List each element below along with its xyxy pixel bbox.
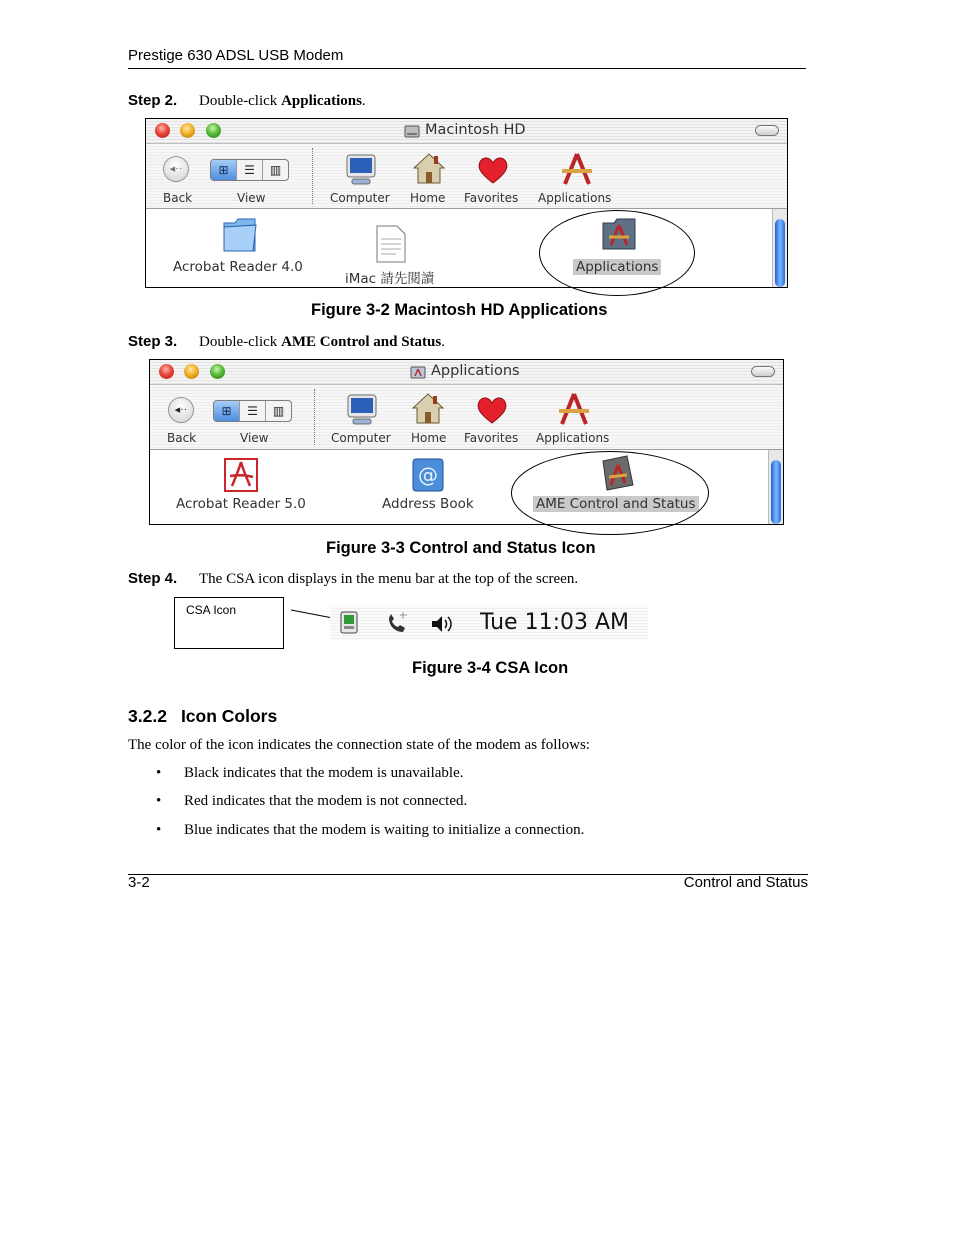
window-titlebar: [150, 360, 783, 385]
view-label: View: [240, 431, 269, 445]
page-header: Prestige 630 ADSL USB Modem: [128, 47, 344, 64]
computer-icon[interactable]: [345, 393, 379, 427]
applications-folder-small-icon: [410, 364, 426, 380]
step-3-text: Double-click: [199, 334, 282, 350]
finder-toolbar: [146, 144, 787, 209]
menu-bar: [330, 606, 648, 640]
applications-icon[interactable]: [559, 151, 595, 187]
item-applications[interactable]: Applications: [573, 259, 661, 275]
step-2-target: Applications: [281, 93, 362, 109]
favorites-label[interactable]: Favorites: [464, 191, 519, 205]
vertical-scrollbar[interactable]: [768, 450, 783, 524]
highlight-circle: [539, 210, 695, 296]
step-3-suffix: .: [441, 334, 445, 350]
folder-icon[interactable]: [221, 215, 259, 255]
list-item: • Blue indicates that the modem is waiting to initialize a connection.: [156, 822, 585, 838]
window-titlebar: [146, 119, 787, 144]
header-rule: [128, 68, 806, 69]
step-2: [128, 92, 366, 110]
minimize-button[interactable]: [184, 364, 199, 379]
applications-label[interactable]: Applications: [538, 191, 612, 205]
computer-label[interactable]: Computer: [330, 191, 390, 205]
toolbar-separator: [312, 148, 313, 204]
minimize-button[interactable]: [180, 123, 195, 138]
step-2-label: Step 2.: [128, 92, 178, 109]
favorites-heart-icon[interactable]: [475, 394, 509, 426]
column-view-icon[interactable]: ▥: [265, 401, 291, 421]
bullet-black: Black indicates that the modem is unavailable.: [184, 765, 464, 781]
toolbar-toggle-button[interactable]: [751, 366, 775, 377]
home-label[interactable]: Home: [410, 191, 446, 205]
acrobat-icon[interactable]: [222, 456, 260, 494]
section-title: Icon Colors: [180, 706, 278, 726]
computer-icon[interactable]: [344, 153, 378, 187]
phone-icon[interactable]: [385, 612, 411, 636]
toolbar-toggle-button[interactable]: [755, 125, 779, 136]
volume-icon[interactable]: [430, 614, 454, 634]
figure-3-caption: Figure 3-3 Control and Status Icon: [326, 539, 596, 557]
scrollbar-thumb[interactable]: [771, 460, 781, 524]
favorites-label[interactable]: Favorites: [464, 431, 519, 445]
csa-callout-box: [174, 597, 284, 649]
figure-4-caption: Figure 3-4 CSA Icon: [412, 659, 569, 677]
step-3-label: Step 3.: [128, 333, 178, 350]
icon-view-icon[interactable]: ⊞: [211, 160, 236, 180]
csa-modem-icon[interactable]: [337, 610, 361, 636]
item-ame-control-and-status[interactable]: AME Control and Status: [533, 496, 699, 512]
step-4-text: The CSA icon displays in the menu bar at the top of the screen.: [199, 571, 579, 587]
page-number: 3-2: [128, 874, 150, 891]
bullet-blue: Blue indicates that the modem is waiting to initialize a connection.: [184, 822, 585, 838]
section-heading: [128, 706, 277, 727]
back-button[interactable]: ◂··: [163, 156, 189, 182]
chapter-title: Control and Status: [683, 874, 808, 891]
address-book-icon[interactable]: [409, 456, 447, 494]
highlight-circle: [511, 451, 709, 535]
list-view-icon[interactable]: ☰: [236, 160, 262, 180]
step-4: [128, 570, 578, 588]
step-2-text: Double-click: [199, 93, 282, 109]
bullet-red: Red indicates that the modem is not connected.: [184, 793, 468, 809]
intro-paragraph: The color of the icon indicates the connection state of the modem as follows:: [128, 737, 590, 753]
step-3: [128, 333, 445, 351]
item-address-book[interactable]: Address Book: [382, 496, 474, 512]
home-label[interactable]: Home: [411, 431, 447, 445]
back-label: Back: [163, 191, 193, 205]
step-3-target: AME Control and Status: [281, 334, 442, 350]
document-icon[interactable]: [374, 224, 408, 264]
view-label: View: [237, 191, 266, 205]
icon-view-icon[interactable]: ⊞: [214, 401, 239, 421]
zoom-button[interactable]: [206, 123, 221, 138]
window-title: Applications: [431, 363, 520, 379]
home-icon[interactable]: [411, 392, 445, 426]
toolbar-separator: [314, 389, 315, 445]
list-view-icon[interactable]: ☰: [239, 401, 265, 421]
item-imac-readme[interactable]: iMac 請先閱讀: [345, 271, 435, 287]
vertical-scrollbar[interactable]: [772, 209, 787, 287]
item-acrobat-reader-5[interactable]: Acrobat Reader 5.0: [176, 496, 306, 512]
applications-icon[interactable]: [556, 391, 592, 427]
step-2-suffix: .: [361, 93, 366, 109]
view-selector[interactable]: [210, 159, 289, 181]
back-label: Back: [167, 431, 197, 445]
csa-callout-label: CSA Icon: [186, 603, 237, 617]
favorites-heart-icon[interactable]: [476, 154, 510, 186]
close-button[interactable]: [159, 364, 174, 379]
step-4-label: Step 4.: [128, 570, 178, 587]
list-item: • Red indicates that the modem is not connected.: [156, 793, 468, 809]
view-selector[interactable]: [213, 400, 292, 422]
list-item: • Black indicates that the modem is unavailable.: [156, 765, 464, 781]
home-icon[interactable]: [412, 152, 446, 186]
section-number: 3.2.2: [128, 706, 167, 726]
back-button[interactable]: ◂··: [168, 397, 194, 423]
item-acrobat-reader-4[interactable]: Acrobat Reader 4.0: [173, 259, 303, 275]
scrollbar-thumb[interactable]: [775, 219, 785, 287]
applications-label[interactable]: Applications: [536, 431, 610, 445]
column-view-icon[interactable]: ▥: [262, 160, 288, 180]
svg-text:@: @: [418, 463, 438, 487]
close-button[interactable]: [155, 123, 170, 138]
menu-clock[interactable]: Tue 11:03 AM: [480, 610, 629, 635]
figure-2-caption: Figure 3-2 Macintosh HD Applications: [311, 301, 608, 319]
zoom-button[interactable]: [210, 364, 225, 379]
finder-toolbar: [150, 385, 783, 450]
computer-label[interactable]: Computer: [331, 431, 391, 445]
window-title: Macintosh HD: [425, 122, 526, 138]
hard-disk-icon: [404, 123, 420, 139]
